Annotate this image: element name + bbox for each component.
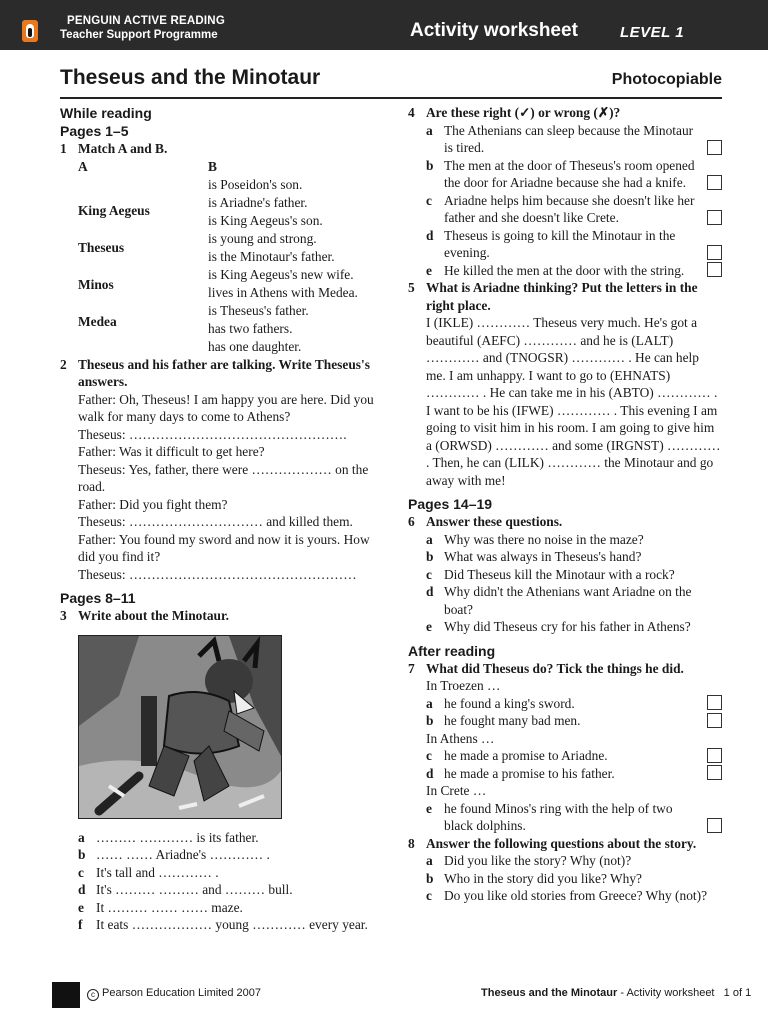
tick-checkbox[interactable] [707, 713, 722, 728]
page-title: Theseus and the Minotaur [60, 66, 321, 89]
question-number: 1 [60, 141, 67, 156]
q4-item [408, 262, 722, 280]
item-letter: a [426, 122, 433, 138]
item-letter: c [78, 864, 84, 880]
penguin-logo-icon [22, 20, 38, 42]
item-text: It's ……… ……… and ……… bull. [96, 882, 293, 897]
item-text: Do you like old stories from Greece? Why (not)? [444, 888, 708, 903]
footer-title [481, 987, 751, 999]
q7-item [408, 712, 722, 730]
question-text: Answer these questions. [426, 514, 563, 529]
item-letter: d [426, 765, 434, 781]
tick-checkbox[interactable] [707, 818, 722, 833]
question-number: 4 [408, 105, 415, 120]
item-letter: c [426, 748, 432, 763]
item-letter: a [78, 829, 85, 845]
question-3 [60, 607, 380, 625]
item-letter: c [426, 888, 432, 903]
question-text: Write about the Minotaur. [78, 608, 230, 623]
q7-item [408, 765, 722, 783]
answer-line: Theseus: …………………………………………… [78, 566, 357, 582]
q7-item [408, 695, 722, 713]
item-letter: d [78, 882, 86, 897]
item-letter: c [426, 192, 432, 208]
level-label: LEVEL 1 [620, 24, 685, 41]
item-letter: e [426, 262, 432, 278]
place-label: In Crete … [426, 783, 487, 798]
item-letter: c [426, 566, 432, 582]
item-text: …… …… Ariadne's ………… . [96, 847, 270, 862]
item-text: It ……… …… …… maze. [96, 899, 243, 915]
footer [0, 968, 768, 1024]
tick-checkbox[interactable] [707, 210, 722, 225]
match-b-item: is King Aegeus's new wife. [208, 266, 354, 282]
dialogue-line: Father: Was it difficult to get here? [78, 444, 265, 459]
q8-item [408, 887, 722, 905]
pages-heading-2: Pages 8–11 [60, 590, 136, 606]
pages-heading-1: Pages 1–5 [60, 123, 129, 139]
item-text: Who in the story did you like? Why? [444, 870, 642, 886]
dialogue-line: Father: Did you fight them? [78, 496, 228, 512]
item-text: Why didn't the Athenians want Ariadne on the boat? [444, 584, 692, 617]
section-heading-while-reading: While reading [60, 105, 152, 121]
page-number: 1 of 1 [723, 987, 752, 999]
question-number: 6 [408, 514, 415, 529]
item-letter: e [426, 800, 432, 816]
match-head-a: A [78, 158, 88, 174]
question-2 [60, 356, 380, 391]
item-text: It's tall and ………… . [96, 864, 219, 880]
title-divider [60, 97, 722, 99]
q4-item [408, 227, 722, 262]
question-7 [408, 660, 722, 678]
question-text: Theseus and his father are talking. Write Theseus's answers. [78, 356, 370, 389]
worksheet-label: Activity worksheet [410, 20, 578, 41]
tick-checkbox[interactable] [707, 695, 722, 710]
q3-item [60, 916, 380, 934]
match-b-item: is young and strong. [208, 230, 317, 246]
q6-item [408, 583, 722, 618]
copyright-text: Pearson Education Limited 2007 [102, 987, 261, 999]
question-number: 5 [408, 280, 415, 295]
anagram-paragraph: I (IKLE) ………… Theseus very much. He's got a beautiful (AEFC) ………… and he is (LALT) ………… and (TNOGSR) ………… . He can help me. I am unhappy. I want to go to (EHNATS) ………… . He can take me in his (ABTO) ………… . I want to be his (IFWE) ………… . This evening I am going to visit him in his room. I am going to give him a (ORWSD) ………… and some (IRGNST) ………… . Then, he can (LILK) ………… the Minotaur and go away with me! [426, 315, 721, 488]
match-b-item: is King Aegeus's son. [208, 212, 323, 228]
item-letter: b [78, 847, 86, 862]
pages-heading-3: Pages 14–19 [408, 496, 493, 512]
item-text: Theseus is going to kill the Minotaur in the evening. [444, 227, 676, 260]
left-column [60, 104, 380, 934]
q3-item [60, 829, 380, 847]
q3-item [60, 881, 380, 899]
dialogue-line: Father: Oh, Theseus! I am happy you are here. Did you walk for many days to come to Athens? [78, 391, 374, 424]
q6-item [408, 566, 722, 584]
item-letter: f [78, 917, 83, 932]
item-letter: a [426, 695, 433, 711]
item-text: Did Theseus kill the Minotaur with a rock? [444, 566, 675, 582]
footer-worksheet: - Activity worksheet [617, 987, 715, 999]
item-text: What was always in Theseus's hand? [444, 549, 642, 564]
match-b-item: has two fathers. [208, 320, 293, 336]
place-label: In Troezen … [426, 678, 501, 693]
answer-line: Theseus: …………………………………………. [78, 426, 347, 442]
footer-book-title: Theseus and the Minotaur [481, 987, 618, 999]
tick-checkbox[interactable] [707, 175, 722, 190]
right-column [408, 104, 722, 905]
q6-item [408, 548, 722, 566]
item-text: Ariadne helps him because she doesn't like her father and she doesn't like Crete. [444, 192, 695, 225]
brand-line1: PENGUIN ACTIVE READING [67, 15, 225, 27]
q4-item [408, 192, 722, 227]
tick-checkbox[interactable] [707, 245, 722, 260]
item-text: ……… ………… is its father. [96, 829, 259, 845]
q4-item [408, 122, 722, 157]
item-text: he made a promise to his father. [444, 765, 615, 781]
match-b-item: is Ariadne's father. [208, 194, 308, 210]
match-b-item: is Theseus's father. [208, 302, 309, 318]
item-text: Did you like the story? Why (not)? [444, 853, 632, 868]
dialogue-line: Father: You found my sword and now it is yours. How did you find it? [78, 531, 370, 564]
tick-checkbox[interactable] [707, 765, 722, 780]
match-head-b: B [208, 158, 217, 174]
copyright-icon: c [87, 989, 99, 1001]
place-label: In Athens … [426, 730, 495, 746]
item-letter: a [426, 531, 433, 547]
answer-line: Theseus: ………………………… and killed them. [78, 514, 353, 529]
question-8 [408, 835, 722, 853]
pearson-logo-icon [52, 982, 80, 1008]
item-letter: b [426, 870, 434, 886]
item-letter: b [426, 549, 434, 564]
item-text: he fought many bad men. [444, 713, 581, 728]
brand-line2: Teacher Support Programme [60, 29, 218, 41]
question-text: What is Ariadne thinking? Put the letters in the right place. [426, 280, 698, 313]
item-letter: d [426, 584, 434, 599]
item-letter: d [426, 227, 434, 243]
section-heading-after-reading: After reading [408, 642, 496, 659]
item-text: he found a king's sword. [444, 695, 575, 711]
match-table [78, 158, 380, 356]
question-text: What did Theseus do? Tick the things he did. [426, 660, 684, 676]
q6-item [408, 618, 722, 636]
item-text: The Athenians can sleep because the Minotaur is tired. [444, 122, 694, 155]
header-bar [0, 0, 768, 50]
match-b-item: is Poseidon's son. [208, 176, 303, 192]
question-1 [60, 140, 380, 158]
question-6 [408, 513, 722, 531]
tick-checkbox[interactable] [707, 262, 722, 277]
item-text: Why did Theseus cry for his father in Athens? [444, 619, 691, 634]
q7-item [408, 747, 722, 765]
item-letter: b [426, 157, 434, 173]
item-letter: e [78, 899, 84, 915]
item-text: He killed the men at the door with the string. [444, 262, 685, 278]
q6-item [408, 531, 722, 549]
question-4 [408, 104, 722, 122]
match-a-item: Medea [78, 313, 117, 329]
answer-line: Theseus: Yes, father, there were ……………… on the road. [78, 461, 369, 494]
question-text: Are these right (✓) or wrong (✗)? [426, 105, 621, 120]
minotaur-illustration [78, 635, 282, 819]
copyright [87, 987, 261, 1001]
q3-item [60, 846, 380, 864]
photocopiable-label: Photocopiable [611, 71, 722, 88]
question-number: 7 [408, 660, 415, 676]
tick-checkbox[interactable] [707, 748, 722, 763]
match-b-item: has one daughter. [208, 338, 302, 354]
q3-item [60, 899, 380, 917]
item-text: he made a promise to Ariadne. [444, 748, 608, 763]
item-text: It eats ……………… young ………… every year. [96, 917, 368, 932]
item-letter: b [426, 713, 434, 728]
q4-item [408, 157, 722, 192]
item-text: Why was there no noise in the maze? [444, 531, 644, 547]
question-text: Answer the following questions about the story. [426, 835, 697, 851]
item-letter: a [426, 853, 433, 868]
q7-item [408, 800, 722, 835]
match-b-item: lives in Athens with Medea. [208, 284, 358, 300]
question-number: 2 [60, 356, 67, 372]
question-number: 8 [408, 835, 415, 851]
item-text: The men at the door of Theseus's room opened the door for Ariadne because she had a knife. [444, 157, 695, 190]
item-letter: e [426, 619, 432, 634]
question-number: 3 [60, 608, 67, 623]
tick-checkbox[interactable] [707, 140, 722, 155]
question-text: Match A and B. [78, 141, 168, 156]
item-text: he found Minos's ring with the help of two black dolphins. [444, 800, 673, 833]
match-b-item: is the Minotaur's father. [208, 248, 335, 264]
question-5 [408, 279, 722, 314]
q3-item [60, 864, 380, 882]
match-a-item: Minos [78, 276, 114, 292]
q8-item [408, 852, 722, 870]
match-a-item: Theseus [78, 239, 125, 255]
match-a-item: King Aegeus [78, 202, 150, 218]
q8-item [408, 870, 722, 888]
